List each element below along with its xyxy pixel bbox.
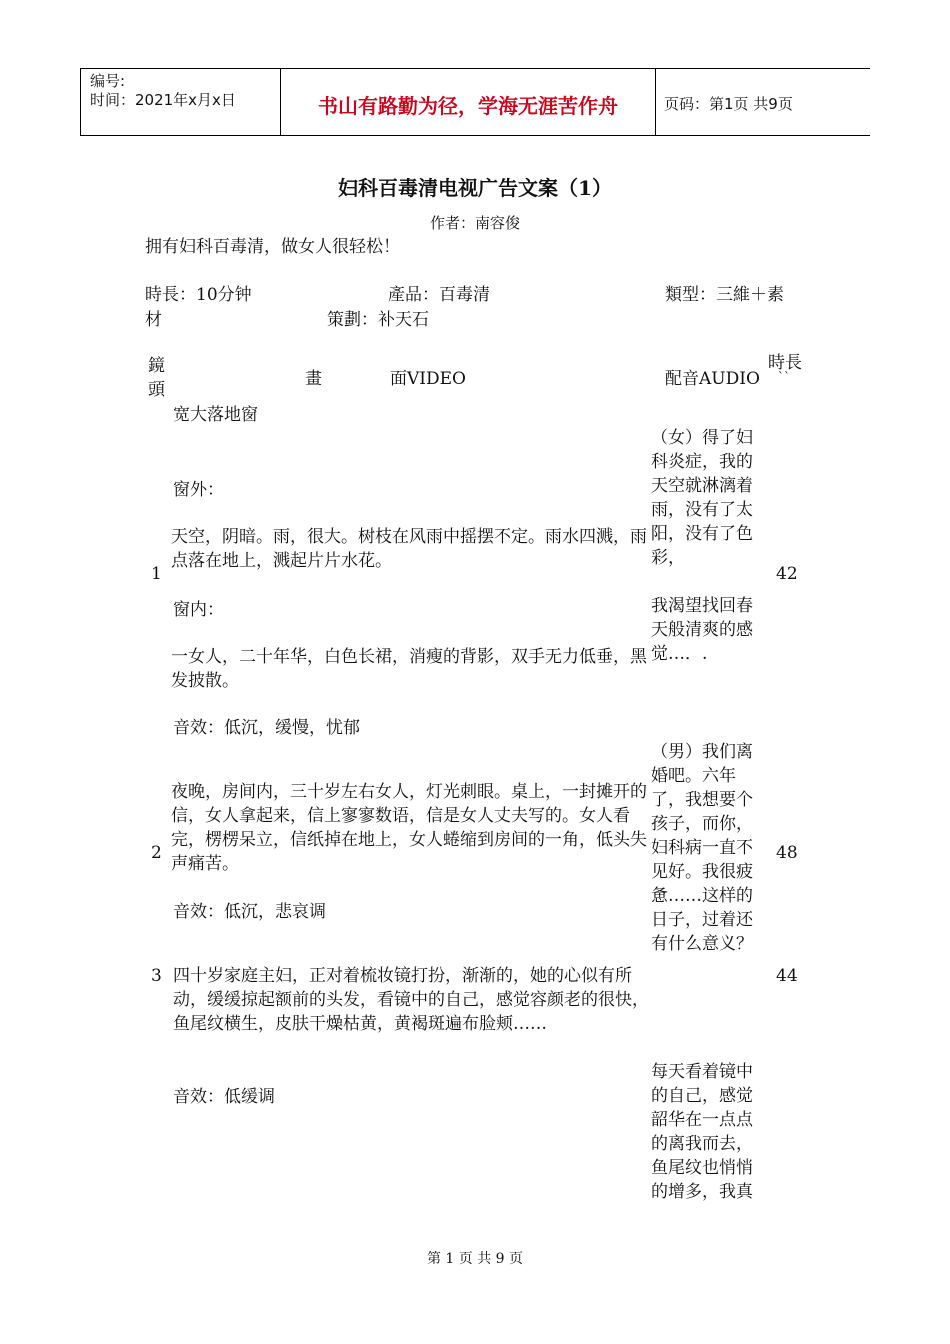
header-top-rule — [80, 68, 870, 69]
shot-1-audio: （女）得了妇科炎症，我的天空就淋漓着雨，没有了太阳，没有了色彩， 我渴望找回春天般清爽的感觉…．. — [651, 428, 753, 664]
header-time-label: 时间：2021年x月x日 — [90, 91, 236, 109]
th-duration: 時長 `` — [768, 353, 802, 384]
header-number-label: 编号: — [90, 72, 126, 90]
meta-duration: 時長：10分钟 — [145, 285, 252, 305]
header-left-border — [80, 68, 81, 136]
shot-3-number: 3 — [151, 966, 162, 986]
header-meta — [90, 72, 236, 110]
header-bottom-rule — [80, 135, 870, 136]
meta-planner: 策劃：补天石 — [327, 310, 429, 330]
header-divider-1 — [280, 68, 281, 136]
shot-1-duration: 42 — [776, 564, 798, 584]
meta-type-cont: 材 — [145, 310, 162, 330]
document-title: 妇科百毒清电视广告文案（1） — [338, 176, 612, 200]
th-audio: 配音AUDIO — [665, 369, 760, 389]
header-divider-2 — [655, 68, 656, 136]
shot-2-number: 2 — [151, 843, 162, 863]
header-page-info: 页码：第1页 共9页 — [664, 95, 793, 113]
shot-3-audio: 每天看着镜中的自己，感觉韶华在一点点的离我而去，鱼尾纹也悄悄的增多，我真 — [651, 1062, 753, 1202]
header-motto: 书山有路勤为径，学海无涯苦作舟 — [318, 94, 618, 118]
meta-product: 產品：百毒清 — [388, 285, 490, 305]
shot-1-number: 1 — [151, 564, 162, 584]
document-slogan: 拥有妇科百毒清，做女人很轻松！ — [145, 237, 400, 257]
meta-type: 類型：三維＋素 — [665, 285, 784, 305]
page-footer: 第 1 页 共 9 页 — [426, 1251, 524, 1267]
shot-3-duration: 44 — [776, 966, 798, 986]
th-shot: 鏡 頭 — [148, 356, 165, 400]
shot-2-audio: （男）我们离婚吧。六年了，我想要个孩子，而你，妇科病一直不见好。我很疲惫……这样的日子，过着还有什么意义？ — [651, 742, 753, 954]
th-picture-b: 面VIDEO — [390, 369, 466, 389]
document-author: 作者：南容俊 — [429, 214, 520, 232]
th-picture-a: 畫 — [305, 369, 322, 389]
shot-2-duration: 48 — [776, 843, 798, 863]
